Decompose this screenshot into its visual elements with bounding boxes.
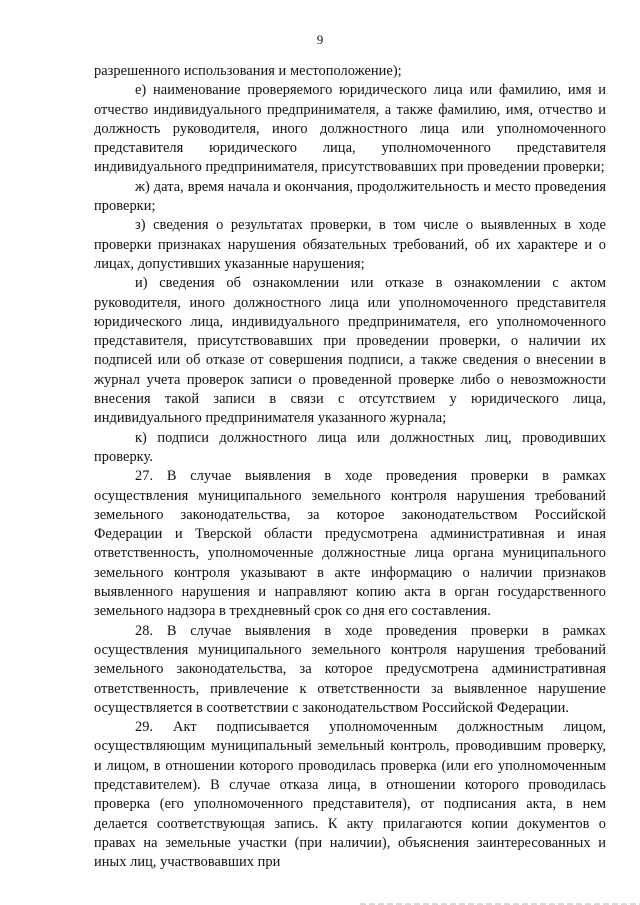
paragraph: к) подписи должностного лица или должностных лиц, проводивших проверку. bbox=[94, 429, 606, 465]
paragraph: 28. В случае выявления в ходе проведения проверки в рамках осуществления муниципального земельного контроля нарушения требований земельного законодательства, за которое предусмотрена административная ответственность, привлечение к ответственности за выявленное нарушение осуществляется в соответствии с законодательством Российской Федерации. bbox=[94, 622, 606, 716]
page-number: 9 bbox=[316, 32, 324, 47]
paragraph: и) сведения об ознакомлении или отказе в ознакомлении с актом руководителя, иного должностного лица или уполномоченного представителя юридического лица, индивидуального предпринимателя, его уполномоченного представителя, присутствовавших при проведении проверки, о наличии их подписей или об отказе от совершения подписи, а также сведения о внесении в журнал учета проверок записи о проведенной проверке либо о невозможности внесения такой записи в связи с отсутствием у юридического лица, индивидуального предпринимателя указанного журнала; bbox=[94, 275, 606, 427]
paragraph: разрешенного использования и местоположение); bbox=[94, 63, 402, 79]
document-body bbox=[94, 62, 606, 872]
paragraph: 27. В случае выявления в ходе проведения проверки в рамках осуществления муниципального земельного контроля нарушения требований земельного законодательства, за которое законодательством Российской Федерации и Тверской области предусмотрена административная и иная ответственность, уполномоченные должностные лица органа муниципального земельного контроля указывают в акте информацию о наличии признаков выявленного нарушения и направляют копию акта в орган государственного земельного надзора в трехдневный срок со дня его составления. bbox=[94, 468, 606, 620]
paragraph: ж) дата, время начала и окончания, продолжительность и место проведения проверки; bbox=[94, 178, 606, 215]
paragraph: 29. Акт подписывается уполномоченным должностным лицом, осуществляющим муниципальный земельный контроль, проводившим проверку, и лицом, в отношении которого проводилась проверка (или его уполномоченным представителем). В случае отказа лица, в отношении которого проводилась проверка (его уполномоченного представителя), от подписания акта, в нем делается соответствующая запись. К акту прилагаются копии документов о правах на земельные участки (при наличии), объяснения заинтересованных и иных лиц, участвовавших при bbox=[94, 719, 606, 871]
paragraph: е) наименование проверяемого юридического лица или фамилию, имя и отчество индивидуального предпринимателя, а также фамилию, имя, отчество и должность руководителя, иного должностного лица или уполномоченного представителя юридического лица, уполномоченного представителя индивидуального предпринимателя, присутствовавших при проведении проверки; bbox=[94, 82, 606, 176]
paragraph: з) сведения о результатах проверки, в том числе о выявленных в ходе проверки признаках нарушения обязательных требований, об их характере и о лицах, допустивших указанные нарушения; bbox=[94, 217, 606, 272]
